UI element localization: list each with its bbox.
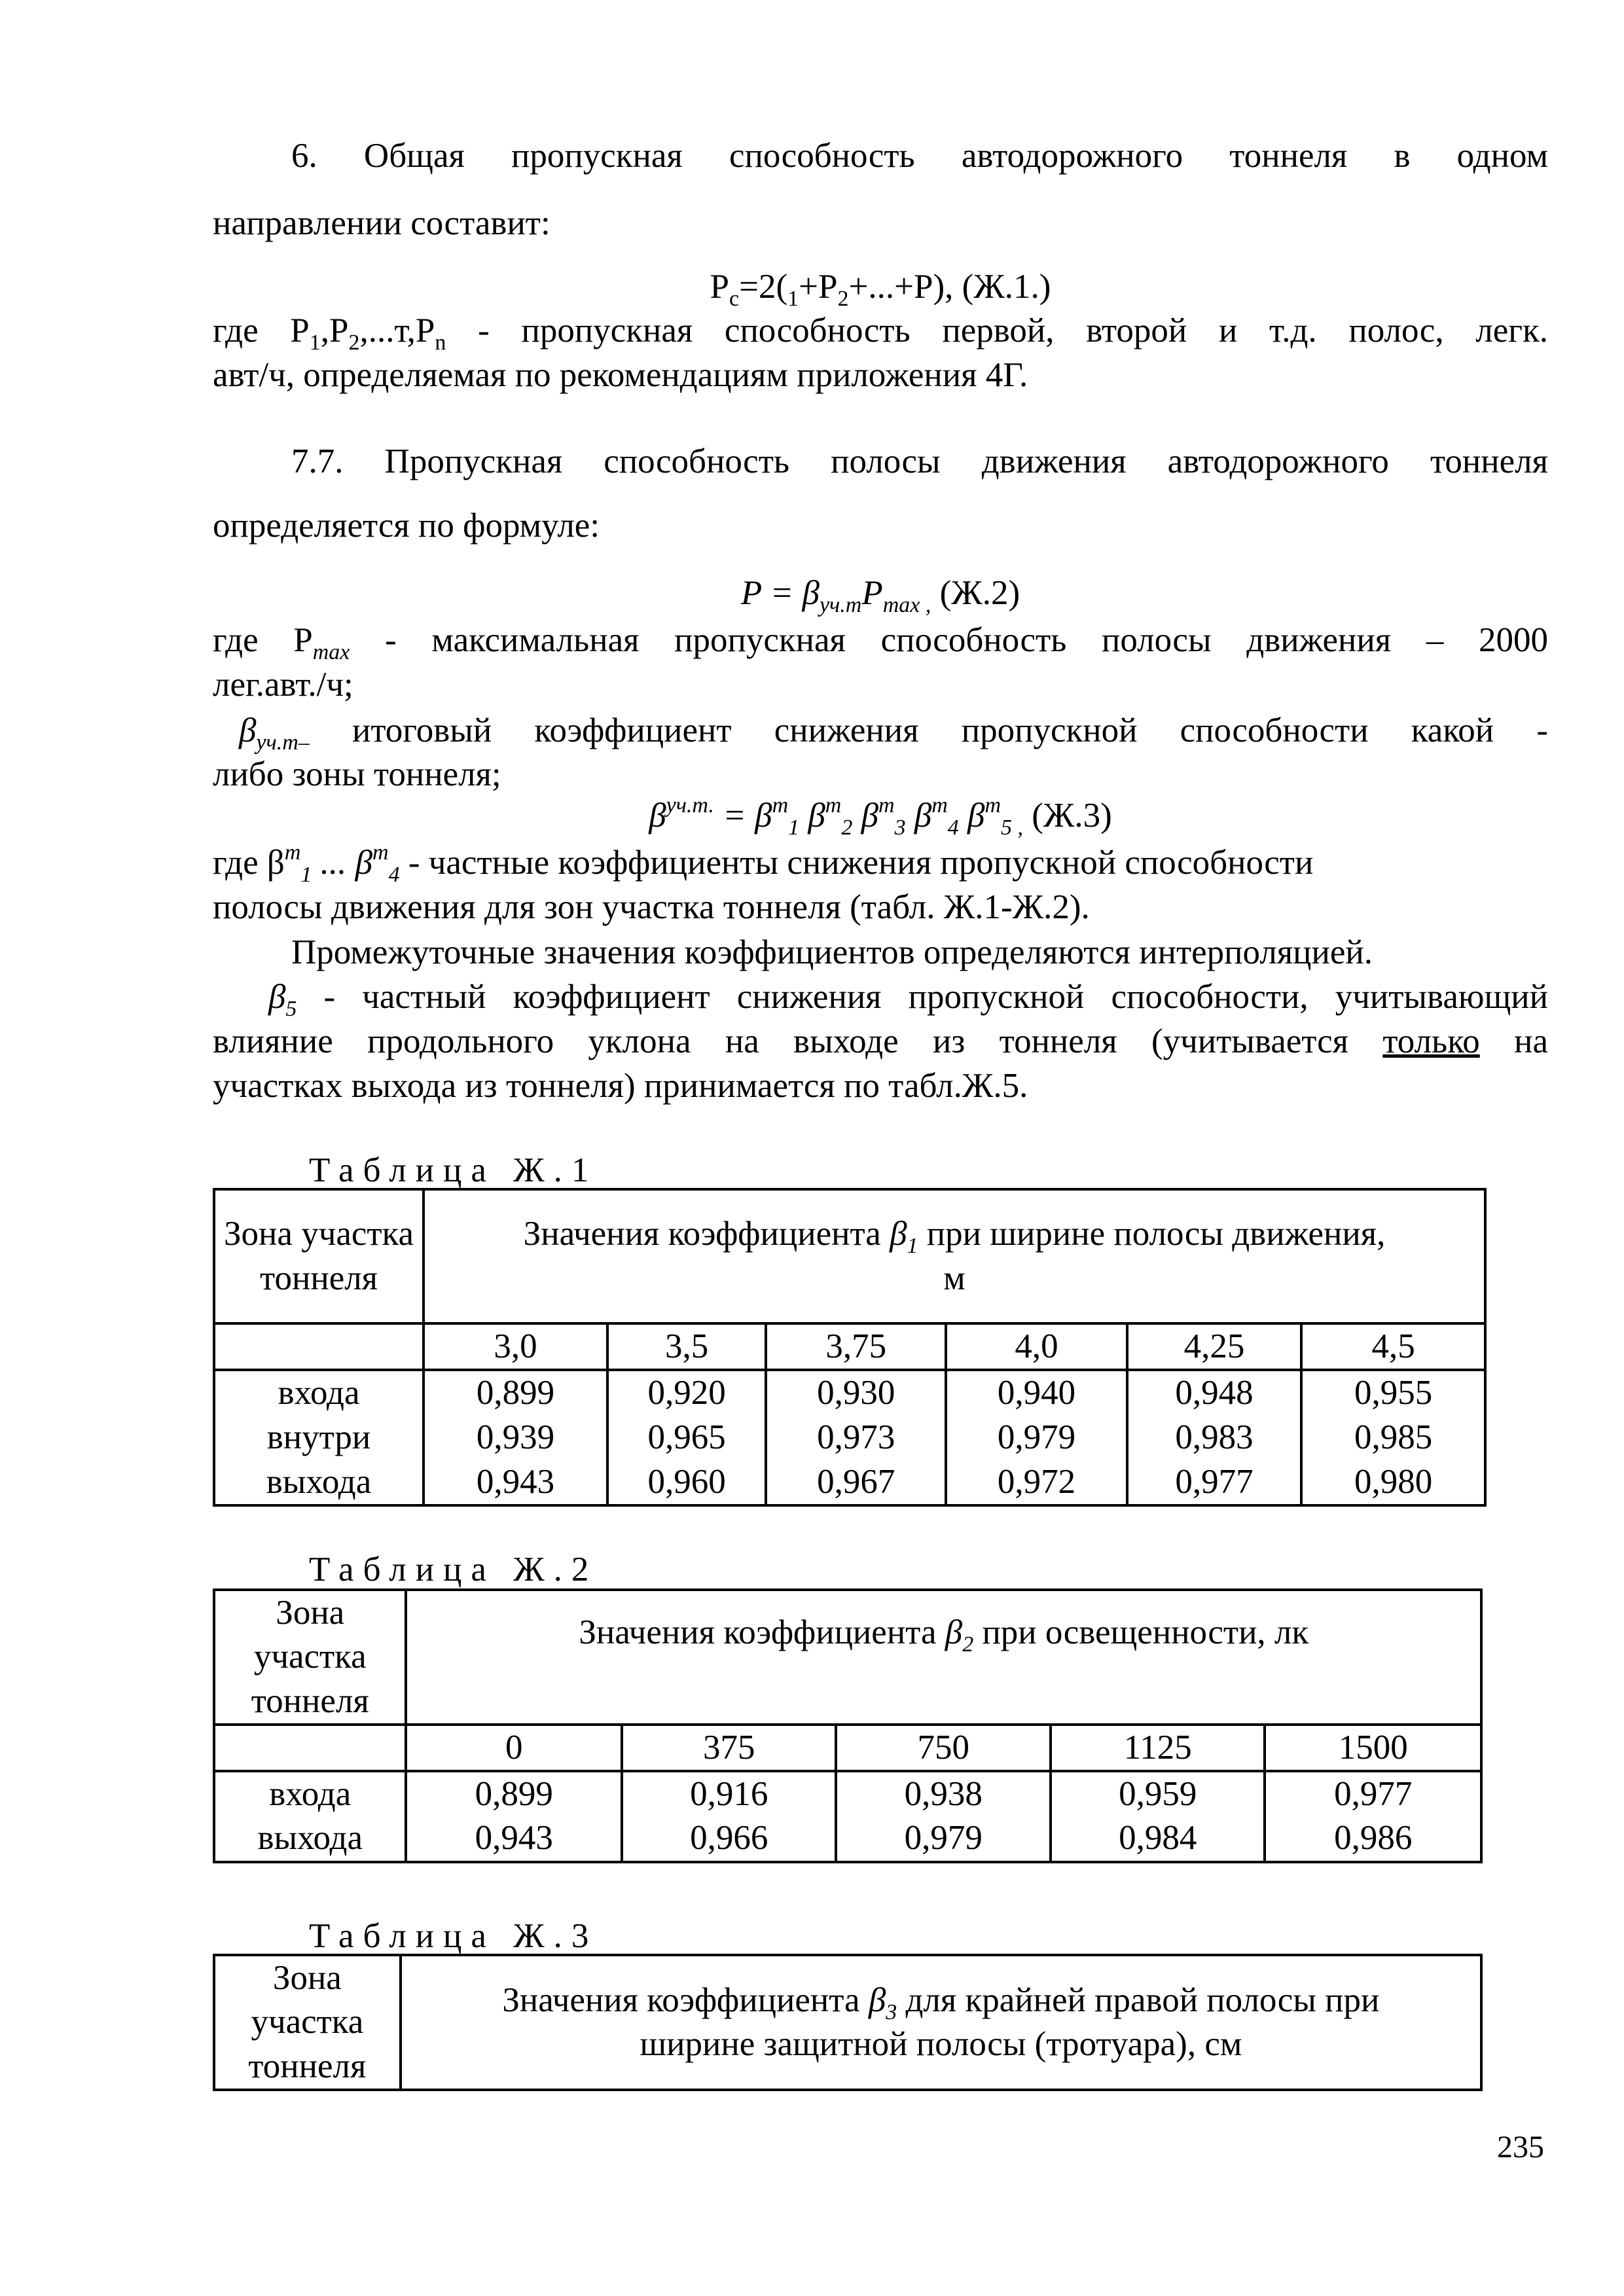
table2-cell: 0,938 bbox=[836, 1771, 1050, 1816]
table1-cell: 0,979 bbox=[946, 1416, 1127, 1460]
table2-col: 0 bbox=[406, 1725, 622, 1771]
p6-line2: направлении составит: bbox=[213, 204, 550, 242]
table2-col: 750 bbox=[836, 1725, 1050, 1771]
table2-empty-cell bbox=[214, 1725, 406, 1771]
formula-zh1: $P_c=2(_1+P_2+...+P)$, (Ж.1.) bbox=[710, 268, 1051, 311]
table2-col: 1125 bbox=[1051, 1725, 1265, 1771]
table2-cell: 0,959 bbox=[1051, 1771, 1265, 1816]
table2-cell: 0,916 bbox=[622, 1771, 836, 1816]
p6-where-line1: где $P_1,P_2,...т,P_n$ - пропускная способность первой, второй и т.д. полос, легк. bbox=[213, 312, 1548, 355]
page-number: 235 bbox=[1497, 2130, 1544, 2164]
table2-col: 1500 bbox=[1265, 1725, 1481, 1771]
p77-beta5-line1: $\beta_5$ - частный коэффициент снижения пропускной способности, учитывающий bbox=[268, 978, 1548, 1021]
table1-zone: входа bbox=[214, 1370, 424, 1415]
p77-partial-line2: полосы движения для зон участка тоннеля (табл. Ж.1-Ж.2). bbox=[213, 888, 1090, 926]
table1-cell: 0,943 bbox=[424, 1460, 607, 1505]
table2-col: 375 bbox=[622, 1725, 836, 1771]
p77-line1: 7.7. Пропускная способность полосы движения автодорожного тоннеля bbox=[291, 442, 1548, 480]
table2-value-header: Значения коэффициента $\beta_2$ при освещенности, лк bbox=[406, 1590, 1481, 1725]
table1-cell: 0,973 bbox=[766, 1416, 946, 1460]
table1-cell: 0,983 bbox=[1127, 1416, 1301, 1460]
table2-cell: 0,984 bbox=[1051, 1816, 1265, 1861]
p77-beta5-line2: влияние продольного уклона на выходе из тоннеля (учитывается только на bbox=[213, 1022, 1548, 1060]
table2-caption: Таблица Ж.2 bbox=[309, 1551, 598, 1588]
table1-col: 4,25 bbox=[1127, 1323, 1301, 1370]
table3-value-header: Значения коэффициента $\beta_3$ для крайней правой полосы при ширине защитной полосы (тротуара), см bbox=[401, 1955, 1481, 2090]
p77-interpolation: Промежуточные значения коэффициентов определяются интерполяцией. bbox=[291, 933, 1373, 971]
table1-cell: 0,980 bbox=[1301, 1460, 1485, 1505]
table-zh1 bbox=[213, 1188, 1487, 1507]
table2-zone-header: Зона участка тоннеля bbox=[214, 1590, 406, 1725]
table-zh3 bbox=[213, 1954, 1483, 2091]
table1-cell: 0,967 bbox=[766, 1460, 946, 1505]
table1-value-header: Значения коэффициента $\beta_1$ при ширине полосы движения, м bbox=[424, 1189, 1485, 1323]
table1-cell: 0,940 bbox=[946, 1370, 1127, 1415]
table1-cell: 0,920 bbox=[607, 1370, 767, 1415]
table1-zone: выхода bbox=[214, 1460, 424, 1505]
formula-zh3: $\beta^{уч.т.} = \beta^m_1$ $\beta^m_2$ $\beta^m_3$ $\beta^m_4$ $\beta^m_{5 ,}$ (Ж.3) bbox=[649, 793, 1112, 840]
table2-zone: выхода bbox=[214, 1816, 406, 1861]
table1-zone: внутри bbox=[214, 1416, 424, 1460]
table1-col: 3,75 bbox=[766, 1323, 946, 1370]
p6-where-line2: авт/ч, определяемая по рекомендациям приложения 4Г. bbox=[213, 356, 1028, 394]
table2-zone: входа bbox=[214, 1771, 406, 1816]
table1-col: 4,5 bbox=[1301, 1323, 1485, 1370]
p6-line1: 6. Общая пропускная способность автодорожного тоннеля в одном bbox=[291, 137, 1548, 175]
table2-cell: 0,899 bbox=[406, 1771, 622, 1816]
table-row bbox=[214, 1771, 1481, 1816]
table1-cell: 0,930 bbox=[766, 1370, 946, 1415]
p77-line2: определяется по формуле: bbox=[213, 507, 600, 545]
table1-cell: 0,977 bbox=[1127, 1460, 1301, 1505]
table3-zone-header: Зона участка тоннеля bbox=[214, 1955, 401, 2090]
table1-col: 3,5 bbox=[607, 1323, 767, 1370]
table-row bbox=[214, 1460, 1485, 1505]
table1-caption: Таблица Ж.1 bbox=[309, 1151, 598, 1189]
p77-beta-line2: либо зоны тоннеля; bbox=[213, 755, 501, 793]
table1-cell: 0,965 bbox=[607, 1416, 767, 1460]
table-row bbox=[214, 1416, 1485, 1460]
table2-cell: 0,943 bbox=[406, 1816, 622, 1861]
table1-cell: 0,972 bbox=[946, 1460, 1127, 1505]
p77-beta-line1: $\beta_{уч.т-}$ итоговый коэффициент снижения пропускной способности какой - bbox=[239, 711, 1548, 755]
table-zh2 bbox=[213, 1588, 1483, 1863]
table1-cell: 0,939 bbox=[424, 1416, 607, 1460]
table2-cell: 0,977 bbox=[1265, 1771, 1481, 1816]
table1-cell: 0,948 bbox=[1127, 1370, 1301, 1415]
p77-beta5-line3: участках выхода из тоннеля) принимается по табл.Ж.5. bbox=[213, 1067, 1028, 1105]
table2-cell: 0,986 bbox=[1265, 1816, 1481, 1861]
table1-empty-cell bbox=[214, 1323, 424, 1370]
p77-where-line2: лег.авт./ч; bbox=[213, 666, 353, 704]
table-row bbox=[214, 1370, 1485, 1415]
formula-zh2: $P = \beta_{уч.т}P_{max ,}$ (Ж.2) bbox=[740, 574, 1020, 617]
table1-col: 4,0 bbox=[946, 1323, 1127, 1370]
table1-cell: 0,960 bbox=[607, 1460, 767, 1505]
table3-caption: Таблица Ж.3 bbox=[309, 1917, 598, 1955]
table-row bbox=[214, 1816, 1481, 1861]
table2-cell: 0,979 bbox=[836, 1816, 1050, 1861]
table1-zone-header: Зона участка тоннеля bbox=[214, 1189, 424, 1323]
table1-col: 3,0 bbox=[424, 1323, 607, 1370]
table1-cell: 0,985 bbox=[1301, 1416, 1485, 1460]
table1-cell: 0,899 bbox=[424, 1370, 607, 1415]
table1-cell: 0,955 bbox=[1301, 1370, 1485, 1415]
p77-partial-line1: где $\beta^m_1$ ... $\beta^m_4$ - частные коэффициенты снижения пропускной способности bbox=[213, 840, 1314, 887]
table2-cell: 0,966 bbox=[622, 1816, 836, 1861]
p77-where-line1: где $P_{max}$ - максимальная пропускная способность полосы движения – 2000 bbox=[213, 621, 1548, 664]
